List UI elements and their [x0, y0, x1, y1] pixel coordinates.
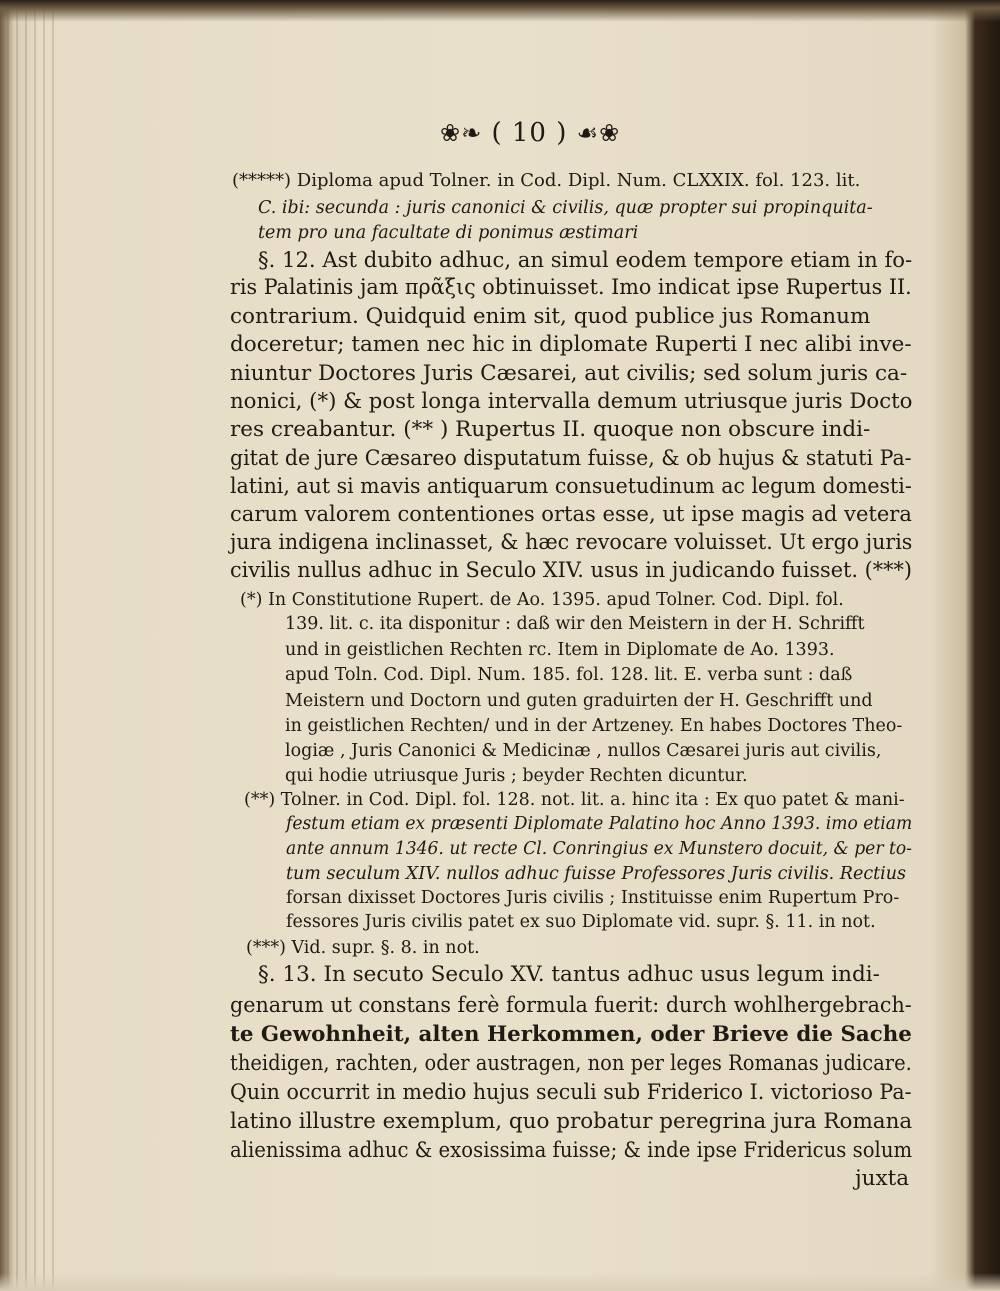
- text-line: (*) In Constitutione Rupert. de Ao. 1395. apud Tolner. Cod. Dipl. fol.: [240, 590, 844, 610]
- text-line: genarum ut constans ferè formula fuerit: durch wohlhergebrach-: [230, 993, 912, 1018]
- text-line: ris Palatinis jam πρᾶξις obtinuisset. Imo indicat ipse Rupertus II.: [230, 275, 912, 300]
- text-line: nonici, (*) & post longa intervalla demum utriusque juris Docto: [230, 389, 913, 414]
- page-number: ( 10 ): [491, 118, 568, 148]
- text-line: 139. lit. c. ita disponitur : daß wir den Meistern in der H. Schrifft: [285, 614, 865, 634]
- text-line: logiæ , Juris Canonici & Medicinæ , nullos Cæsarei juris aut civilis,: [285, 741, 882, 761]
- text-line: alienissima adhuc & exosissima fuisse; & inde ipse Fridericus solum: [230, 1138, 913, 1163]
- text-line: (*****) Diploma apud Tolner. in Cod. Dipl. Num. CLXXIX. fol. 123. lit.: [232, 170, 861, 191]
- text-line: te Gewohnheit, alten Herkommen, oder Brieve die Sache: [230, 1022, 912, 1047]
- text-line: ante annum 1346. ut recte Cl. Conringius ex Munstero docuit, & per to-: [286, 839, 912, 859]
- text-line: doceretur; tamen nec hic in diplomate Ruperti I nec alibi inve-: [230, 332, 912, 357]
- text-line: festum etiam ex præsenti Diplomate Palatino hoc Anno 1393. imo etiam: [286, 814, 913, 834]
- page-header: [440, 118, 620, 148]
- text-line: civilis nullus adhuc in Seculo XIV. usus in judicando fuisset. (***): [230, 558, 913, 583]
- text-line: forsan dixisset Doctores Juris civilis ; Instituisse enim Rupertum Pro-: [286, 888, 900, 908]
- text-line: tum seculum XIV. nullos adhuc fuisse Professores Juris civilis. Rectius: [286, 864, 907, 884]
- text-line: carum valorem contentiones ortas esse, ut ipse magis ad vetera: [230, 502, 912, 527]
- text-line: (**) Tolner. in Cod. Dipl. fol. 128. not. lit. a. hinc ita : Ex quo patet & mani-: [244, 790, 905, 810]
- text-line: jura indigena inclinasset, & hæc revocare voluisset. Ut ergo juris: [230, 530, 913, 555]
- left-ornament-icon: ❀❧: [440, 119, 483, 147]
- text-line: gitat de jure Cæsareo disputatum fuisse, & ob hujus & statuti Pa-: [230, 446, 912, 471]
- text-line: C. ibi: secunda : juris canonici & civilis, quæ propter sui propinquita-: [258, 198, 873, 218]
- text-line: fessores Juris civilis patet ex suo Diplomate vid. supr. §. 11. in not.: [286, 912, 876, 932]
- text-line: latino illustre exemplum, quo probatur peregrina jura Romana: [230, 1109, 913, 1134]
- text-line: apud Toln. Cod. Dipl. Num. 185. fol. 128. lit. E. verba sunt : daß: [285, 665, 853, 685]
- text-line: contrarium. Quidquid enim sit, quod publice jus Romanum: [230, 304, 871, 329]
- text-line: res creabantur. (** ) Rupertus II. quoque non obscure indi-: [230, 417, 871, 442]
- catchword: juxta: [855, 1166, 910, 1191]
- text-line: tem pro una facultate di ponimus æstimari: [258, 223, 639, 243]
- text-line: Quin occurrit in medio hujus seculi sub Friderico I. victorioso Pa-: [230, 1080, 912, 1105]
- text-line: Meistern und Doctorn und guten graduirten der H. Geschrifft und: [285, 691, 873, 711]
- text-line: in geistlichen Rechten/ und in der Artzeney. En habes Doctores Theo-: [285, 716, 903, 736]
- text-line: und in geistlichen Rechten rc. Item in Diplomate de Ao. 1393.: [285, 640, 835, 660]
- text-line: §. 12. Ast dubito adhuc, an simul eodem tempore etiam in fo-: [258, 248, 913, 273]
- text-line: §. 13. In secuto Seculo XV. tantus adhuc usus legum indi-: [258, 962, 880, 987]
- text-line: latini, aut si mavis antiquarum consuetudinum ac legum domesti-: [230, 474, 912, 499]
- right-ornament-icon: ☙❀: [576, 119, 621, 147]
- text-line: qui hodie utriusque Juris ; beyder Rechten dicuntur.: [285, 766, 748, 786]
- text-line: niuntur Doctores Juris Cæsarei, aut civilis; sed solum juris ca-: [230, 361, 908, 386]
- text-line: (***) Vid. supr. §. 8. in not.: [246, 938, 480, 958]
- text-line: theidigen, rachten, oder austragen, non per leges Romanas judicare.: [230, 1051, 912, 1075]
